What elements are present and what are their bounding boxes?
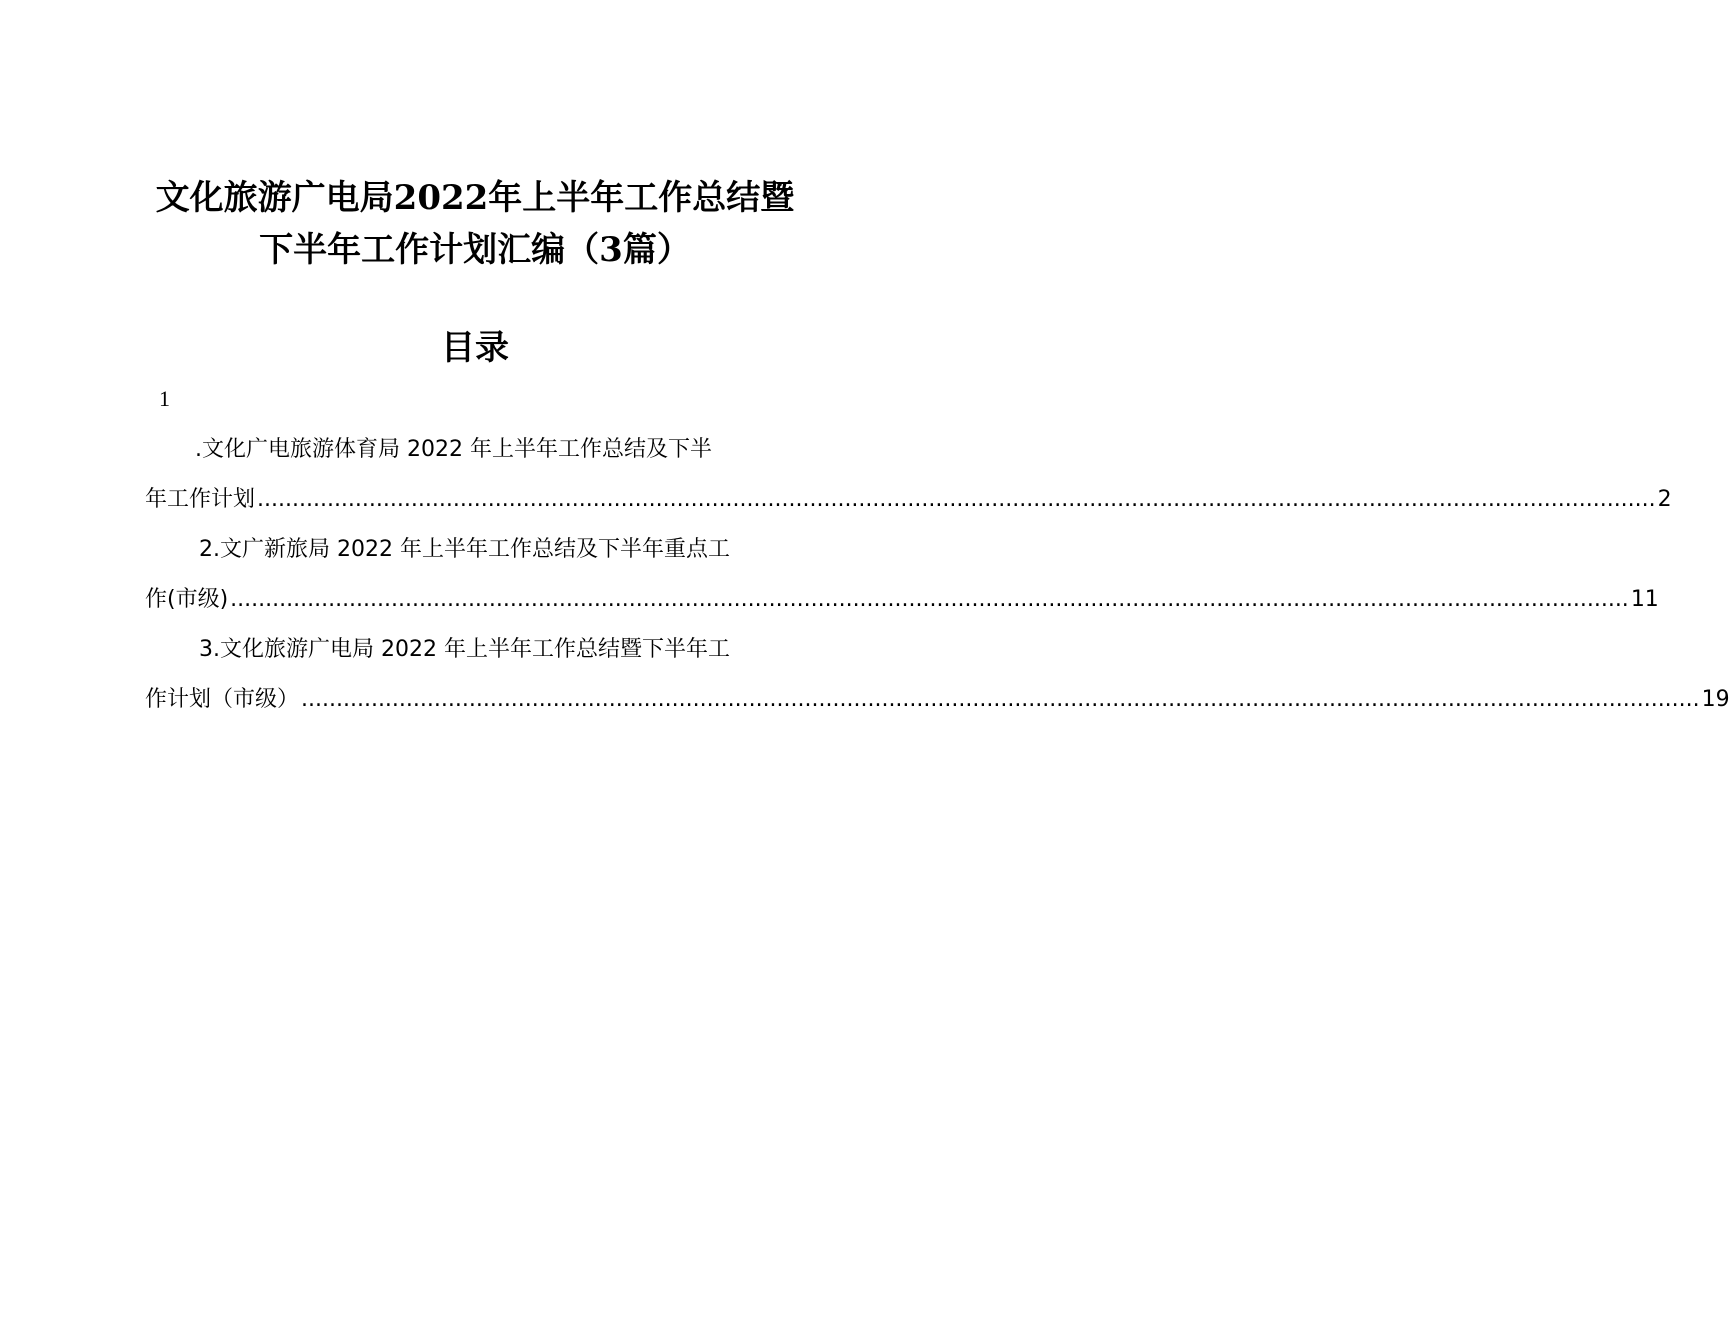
toc-heading: 目录 — [441, 328, 509, 368]
dot-leader: ........................................................................................................................................................................................................ — [301, 687, 1700, 712]
dot-leader: ........................................................................................................................................................................................................ — [230, 587, 1629, 612]
document-title-line-2: 下半年工作计划汇编（3篇） — [259, 230, 691, 270]
toc-entry-page-number: 11 — [1630, 587, 1659, 612]
toc-entry-title-line-1: 3.文化旅游广电局 2022 年上半年工作总结暨下半年工 — [199, 637, 730, 662]
toc-entry-title-line-2 — [145, 475, 1672, 525]
toc-entry[interactable] — [145, 425, 1672, 525]
toc-entry-title-continued: 作计划（市级） — [145, 687, 300, 712]
toc-entry-title-line-2 — [145, 675, 1730, 725]
toc-entry[interactable] — [145, 625, 1730, 725]
toc-entry-title-line-1: .文化广电旅游体育局 2022 年上半年工作总结及下半 — [195, 437, 712, 462]
toc-entry-title-line-1: 2.文广新旅局 2022 年上半年工作总结及下半年重点工 — [199, 537, 730, 562]
toc-entry-page-number: 19 — [1701, 687, 1730, 712]
toc-entry-title-continued: 作(市级) — [145, 587, 229, 612]
dot-leader: ........................................................................................................................................................................................................ — [257, 487, 1656, 512]
document-title-line-1: 文化旅游广电局2022年上半年工作总结暨 — [155, 178, 795, 218]
toc-entry-title-continued: 年工作计划 — [145, 487, 256, 512]
stray-entry-number: 1 — [159, 386, 170, 411]
toc-entry-title-line-2 — [145, 575, 1659, 625]
toc-entry[interactable] — [145, 525, 1659, 625]
toc-entry-page-number: 2 — [1657, 487, 1672, 512]
